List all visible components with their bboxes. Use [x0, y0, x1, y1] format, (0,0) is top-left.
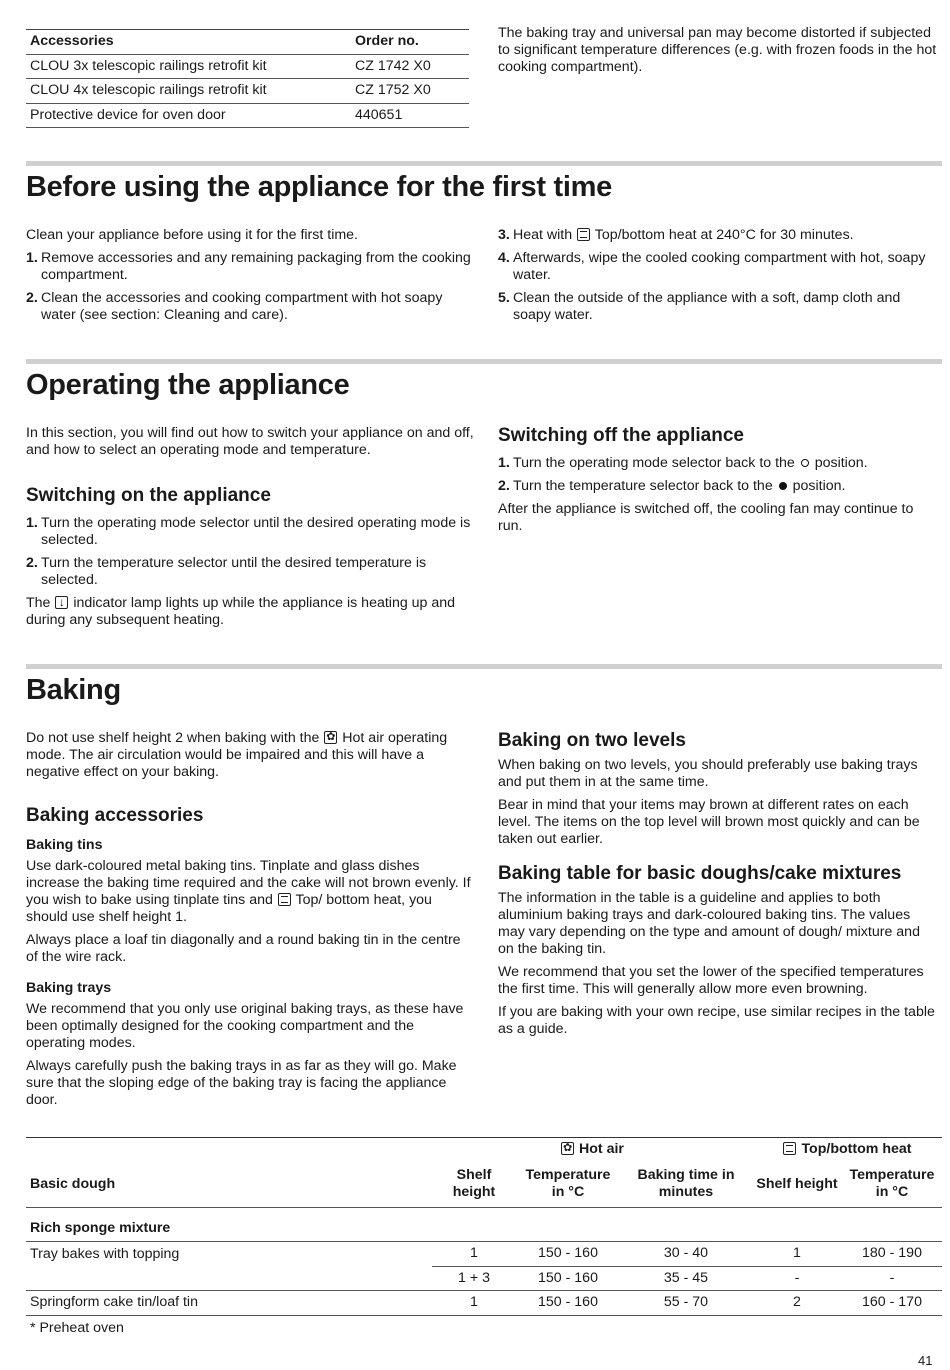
temp-value-2: - [842, 1266, 942, 1291]
switching-off-title: Switching off the appliance [498, 425, 744, 446]
baking-table [26, 1137, 942, 1316]
col-shelf-height-2: Shelf height [756, 1175, 838, 1192]
list-item [26, 515, 474, 549]
temp-value: 150 - 160 [516, 1266, 620, 1291]
baking-left-column [26, 730, 471, 1115]
baking-tins-text: Use dark-coloured metal baking tins. Tinplate and glass dishes increase the baking time required and the cake will not brown evenly. If you wish to bake using tinplate tins and Top/ bottom heat, you should use shelf height 1. [26, 858, 471, 925]
accessories-header: Accessories [26, 30, 351, 55]
list-item [498, 250, 938, 284]
time-value: 30 - 40 [620, 1242, 752, 1267]
table-row [26, 103, 469, 128]
table-section-label: Rich sponge mixture [26, 1208, 942, 1242]
tray-note: The baking tray and universal pan may become distorted if subjected to significant temperature differences (e.g. with frozen foods in the hot cooking compartment). [498, 25, 937, 75]
accessories-table [26, 29, 469, 128]
baking-table-recommend: We recommend that you set the lower of the specified temperatures the first time. This will generally allow more even browning. [498, 964, 924, 997]
operating-left-column [26, 425, 474, 635]
section-title-operating: Operating the appliance [26, 369, 350, 401]
step-text: Clean the outside of the appliance with a soft, damp cloth and soapy water. [513, 290, 901, 323]
top-bottom-heat-icon [783, 1142, 796, 1155]
baking-table-own-recipe: If you are baking with your own recipe, use similar recipes in the table as a guide. [498, 1004, 935, 1037]
step-text: Top/bottom heat at 240°C for 30 minutes. [591, 227, 854, 243]
dough-name: Tray bakes with topping [26, 1242, 432, 1267]
step-text: Turn the operating mode selector until the desired operating mode is selected. [41, 515, 471, 548]
step-number: 4. [498, 250, 510, 266]
table-footnote: * Preheat oven [30, 1320, 124, 1336]
shelf-value-2: 2 [752, 1291, 842, 1316]
table-row [26, 1242, 942, 1267]
step-text: Clean the accessories and cooking compartment with hot soapy water (see section: Cleaning and care). [41, 290, 443, 323]
list-item [26, 250, 471, 284]
dough-name [26, 1266, 432, 1291]
operating-right-column [498, 425, 938, 541]
order-number: 440651 [351, 103, 469, 128]
hot-air-icon [324, 731, 337, 744]
temp-value: 150 - 160 [516, 1291, 620, 1316]
step-text: Turn the temperature selector back to the [513, 478, 777, 494]
indicator-lamp-note: The ↓ indicator lamp lights up while the appliance is heating up and during any subsequent heating. [26, 595, 474, 629]
step-text: Heat with [513, 227, 577, 243]
hot-air-group-header: ✿ Hot air [432, 1138, 752, 1162]
page-number: 41 [918, 1353, 933, 1368]
baking-accessories-title: Baking accessories [26, 805, 204, 826]
operating-intro: In this section, you will find out how to switch your appliance on and off, and how to select an operating mode and temperature. [26, 425, 474, 458]
baking-right-column [498, 730, 938, 1044]
table-row [26, 79, 469, 104]
step-number: 2. [26, 290, 38, 306]
step-number: 1. [498, 455, 510, 471]
step-number: 3. [498, 227, 510, 243]
section-title-baking: Baking [26, 674, 121, 706]
first-use-right-column [498, 227, 938, 330]
baking-intro: Do not use shelf height 2 when baking with the ✿ Hot air operating mode. The air circulation would be impaired and this will have a negative effect on your baking. [26, 730, 471, 781]
step-text: Turn the temperature selector until the desired temperature is selected. [41, 555, 427, 588]
temp-value-2: 180 - 190 [842, 1242, 942, 1267]
baking-tins-title: Baking tins [26, 837, 103, 853]
two-levels-browning: Bear in mind that your items may brown at different rates on each level. The items on the top level will brown most quickly and can be taken out earlier. [498, 797, 920, 847]
shelf-value: 1 [432, 1242, 516, 1267]
top-bottom-heat-icon [278, 893, 291, 906]
top-bottom-heat-icon [577, 228, 590, 241]
baking-trays-text: We recommend that you only use original baking trays, as these have been optimally designed for the cooking compartment and the operating modes. [26, 1001, 464, 1051]
temp-value: 150 - 160 [516, 1242, 620, 1267]
list-item: 2. Turn the temperature selector back to the position. [498, 478, 846, 494]
table-row [26, 54, 469, 79]
top-bottom-group-header: Top/bottom heat [752, 1138, 942, 1162]
step-number: 1. [26, 515, 38, 531]
baking-trays-title: Baking trays [26, 980, 112, 996]
list-item [498, 290, 938, 324]
time-value: 55 - 70 [620, 1291, 752, 1316]
table-row [26, 1266, 942, 1291]
two-levels-title: Baking on two levels [498, 730, 686, 751]
section-divider [26, 359, 942, 364]
accessory-name: Protective device for oven door [26, 103, 351, 128]
baking-trays-push: Always carefully push the baking trays in as far as they will go. Make sure that the sloping edge of the baking tray is facing the appliance door. [26, 1058, 457, 1108]
hot-air-icon [561, 1142, 574, 1155]
step-text: Turn the operating mode selector back to the [513, 455, 799, 471]
step-number: 5. [498, 290, 510, 306]
col-basic-dough: Basic dough [30, 1175, 116, 1192]
step-number: 2. [498, 478, 510, 494]
dough-name: Springform cake tin/loaf tin [26, 1291, 432, 1316]
first-use-intro: Clean your appliance before using it for the first time. [26, 227, 358, 243]
col-shelf-height: Shelf height [452, 1167, 496, 1201]
step-text: Afterwards, wipe the cooled cooking compartment with hot, soapy water. [513, 250, 926, 283]
baking-table-guideline: The information in the table is a guideline and applies to both aluminium baking trays and dark-coloured baking tins. The values may vary depending on the type and amount of dough/ mixture and on the baking tin. [498, 890, 920, 957]
order-no-header: Order no. [351, 30, 469, 55]
list-item [498, 227, 938, 244]
order-number: CZ 1742 X0 [351, 54, 469, 79]
step-number: 2. [26, 555, 38, 571]
section-divider [26, 664, 942, 669]
section-title-first-use: Before using the appliance for the first time [26, 171, 612, 203]
step-text: Remove accessories and any remaining packaging from the cooking compartment. [41, 250, 471, 283]
section-divider [26, 161, 942, 166]
shelf-value: 1 + 3 [432, 1266, 516, 1291]
table-row [26, 1291, 942, 1316]
col-temperature-2: Temperature in °C [849, 1167, 935, 1201]
accessory-name: CLOU 3x telescopic railings retrofit kit [26, 54, 351, 79]
heating-indicator-icon [55, 596, 68, 609]
list-item: 1. Turn the operating mode selector back to the position. [498, 455, 868, 471]
list-item [26, 555, 474, 589]
accessory-name: CLOU 4x telescopic railings retrofit kit [26, 79, 351, 104]
shelf-value-2: - [752, 1266, 842, 1291]
shelf-value: 1 [432, 1291, 516, 1316]
temp-value-2: 160 - 170 [842, 1291, 942, 1316]
baking-tins-placement: Always place a loaf tin diagonally and a round baking tin in the centre of the wire rack. [26, 932, 461, 965]
two-levels-text: When baking on two levels, you should preferably use baking trays and put them in at the same time. [498, 757, 918, 790]
step-number: 1. [26, 250, 38, 266]
first-use-left-column [26, 227, 471, 330]
time-value: 35 - 45 [620, 1266, 752, 1291]
off-dot-icon [779, 482, 787, 490]
switching-on-title: Switching on the appliance [26, 485, 271, 506]
list-item [26, 290, 471, 324]
col-temperature: Temperature in °C [525, 1167, 611, 1201]
col-baking-time: Baking time in minutes [637, 1167, 735, 1201]
baking-table-title: Baking table for basic doughs/cake mixtures [498, 863, 902, 884]
cooling-fan-note: After the appliance is switched off, the cooling fan may continue to run. [498, 501, 914, 534]
shelf-value-2: 1 [752, 1242, 842, 1267]
order-number: CZ 1752 X0 [351, 79, 469, 104]
off-position-icon [801, 459, 809, 467]
